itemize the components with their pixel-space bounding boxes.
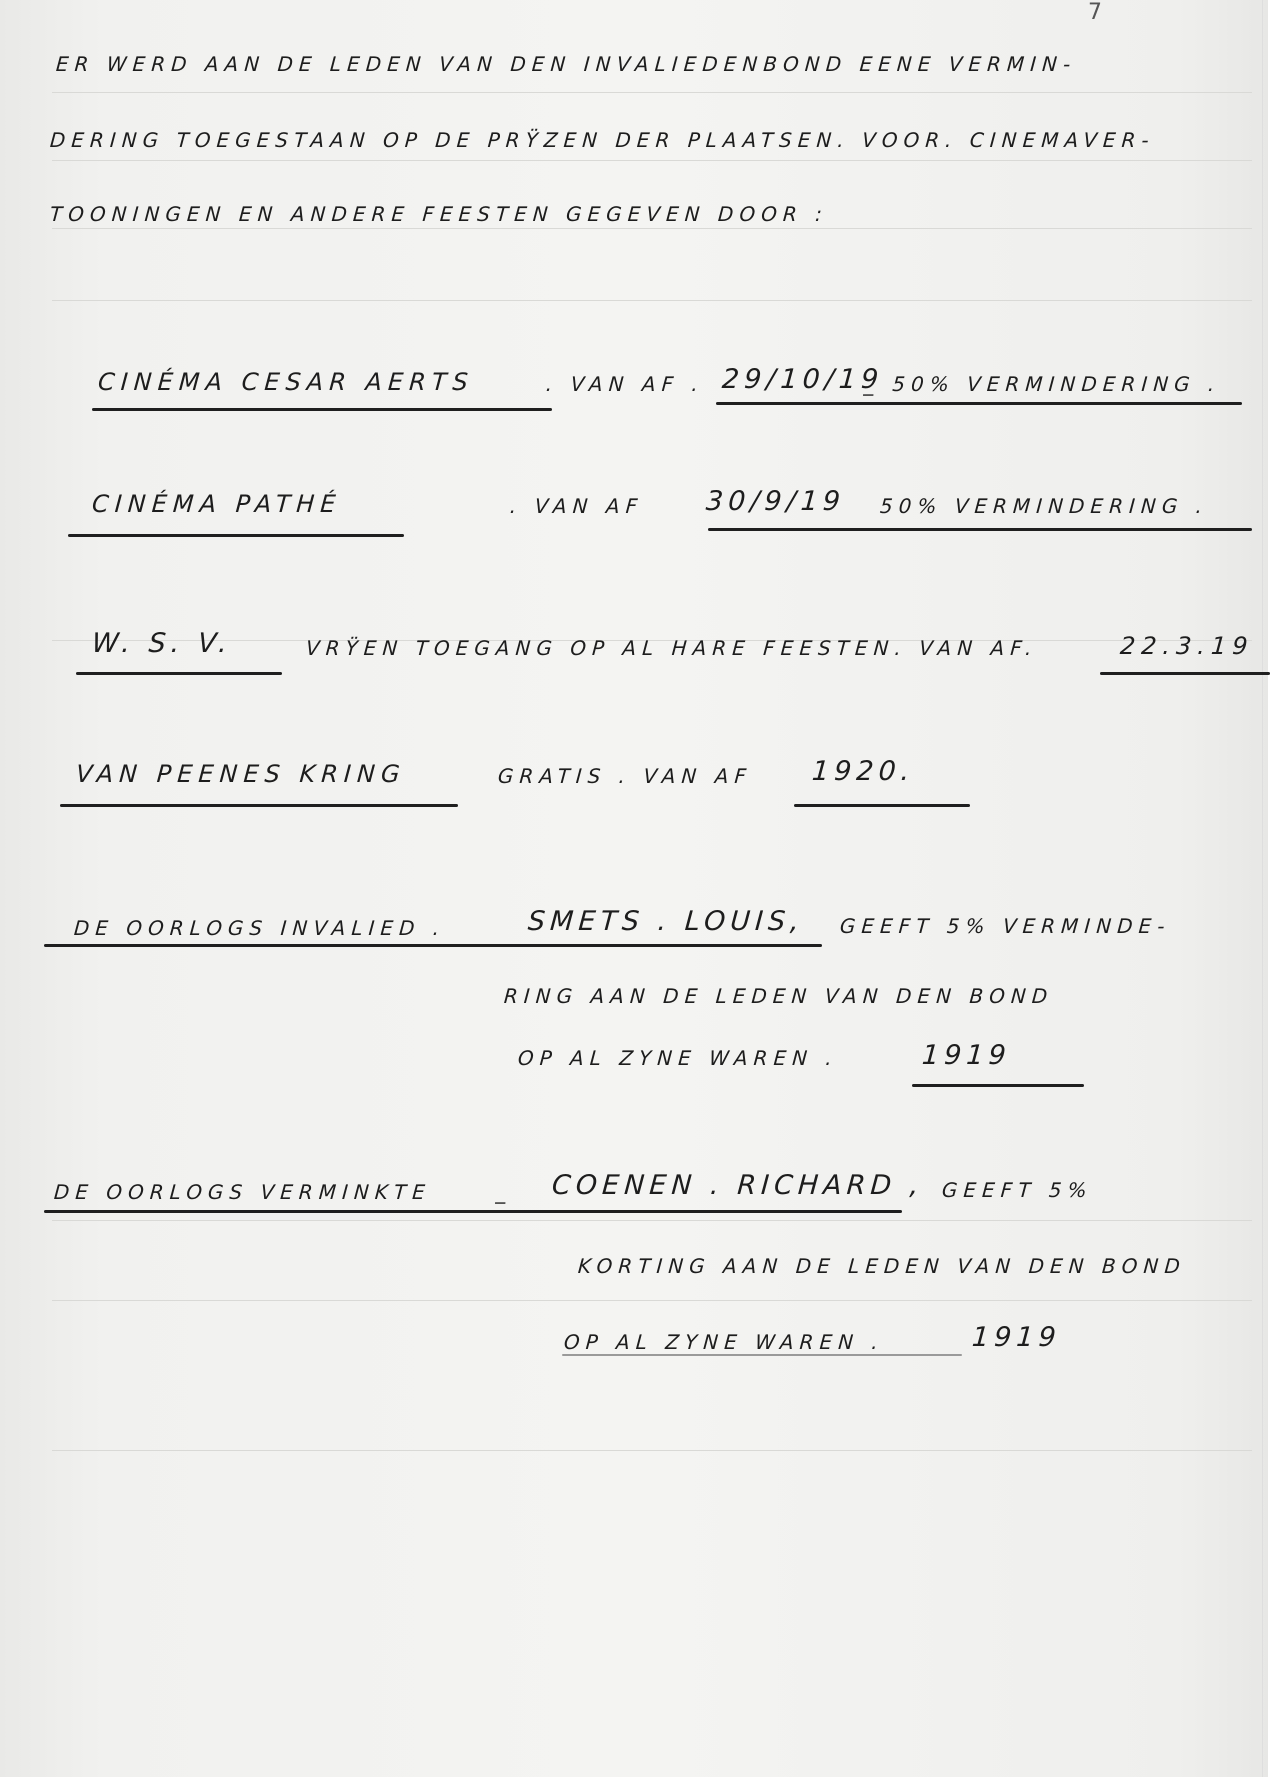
intro-line-1: ER WERD AAN DE LEDEN VAN DEN INVALIEDENBOND EENE VERMIN-: [55, 52, 1078, 76]
ruled-line: [52, 1450, 1252, 1451]
entry-1-name: CINÉMA CESAR AERTS: [97, 368, 475, 396]
entry-3-date-underline: [1100, 672, 1270, 675]
coenen-underline: [44, 1210, 902, 1213]
entry-4-middle: GRATIS . VAN AF: [497, 764, 753, 788]
coenen-year: 1919: [970, 1322, 1062, 1353]
coenen-text-2: KORTING AAN DE LEDEN VAN DEN BOND: [577, 1254, 1187, 1278]
coenen-name: COENEN . RICHARD ,: [550, 1170, 925, 1201]
coenen-label: DE OORLOGS VERMINKTE: [53, 1180, 432, 1204]
entry-3-name: W. S. V.: [90, 628, 234, 659]
ruled-line: [52, 300, 1252, 301]
entry-3-middle: VRŸEN TOEGANG OP AL HARE FEESTEN. VAN AF.: [305, 636, 1039, 660]
smets-name: SMETS . LOUIS,: [526, 906, 805, 937]
entry-4-date: 1920.: [810, 756, 916, 787]
entry-3-name-underline: [76, 672, 282, 675]
ruled-line: [52, 1220, 1252, 1221]
paper-edge: [1268, 0, 1280, 1777]
margin-line: [1262, 0, 1263, 1777]
smets-underline: [44, 944, 822, 947]
entry-1-date: 29/10/19: [720, 364, 885, 395]
smets-text-1: GEEFT 5% VERMINDE-: [839, 914, 1172, 938]
smets-text-3: OP AL ZYNE WAREN .: [517, 1046, 839, 1070]
entry-3-date: 22.3.19: [1119, 632, 1255, 660]
entry-2-date-underline: [708, 528, 1252, 531]
entry-4-name: VAN PEENES KRING: [75, 760, 407, 788]
smets-label: DE OORLOGS INVALIED .: [73, 916, 447, 940]
ruled-line: [52, 1300, 1252, 1301]
coenen-dash: _: [495, 1180, 513, 1204]
smets-text-2: RING AAN DE LEDEN VAN DEN BOND: [503, 984, 1055, 1008]
entry-1-name-underline: [92, 408, 552, 411]
entry-1-date-underline: [716, 402, 1242, 405]
entry-2-name: CINÉMA PATHÉ: [91, 490, 343, 518]
ruled-line: [52, 228, 1252, 229]
intro-line-2: DERING TOEGESTAAN OP DE PRŸZEN DER PLAATSEN. VOOR. CINEMAVER-: [49, 128, 1156, 152]
entry-2-name-underline: [68, 534, 404, 537]
smets-year: 1919: [920, 1040, 1012, 1071]
coenen-text-3-underline: [562, 1354, 962, 1356]
entry-1-middle: . VAN AF .: [545, 372, 705, 396]
entry-2-detail: 50% VERMINDERING .: [879, 494, 1209, 518]
entry-2-middle: . VAN AF: [509, 494, 645, 518]
smets-year-underline: [912, 1084, 1084, 1087]
entry-4-date-underline: [794, 804, 970, 807]
entry-1-detail: _ 50% VERMINDERING .: [863, 372, 1222, 396]
entry-2-date: 30/9/19: [704, 486, 847, 517]
entry-4-name-underline: [60, 804, 458, 807]
ruled-line: [52, 160, 1252, 161]
coenen-text-1: GEEFT 5%: [941, 1178, 1094, 1202]
page-number-mark: 7: [1088, 0, 1102, 25]
coenen-text-3: OP AL ZYNE WAREN .: [563, 1330, 885, 1354]
ruled-line: [52, 92, 1252, 93]
intro-line-3: TOONINGEN EN ANDERE FEESTEN GEGEVEN DOOR :: [49, 202, 829, 226]
